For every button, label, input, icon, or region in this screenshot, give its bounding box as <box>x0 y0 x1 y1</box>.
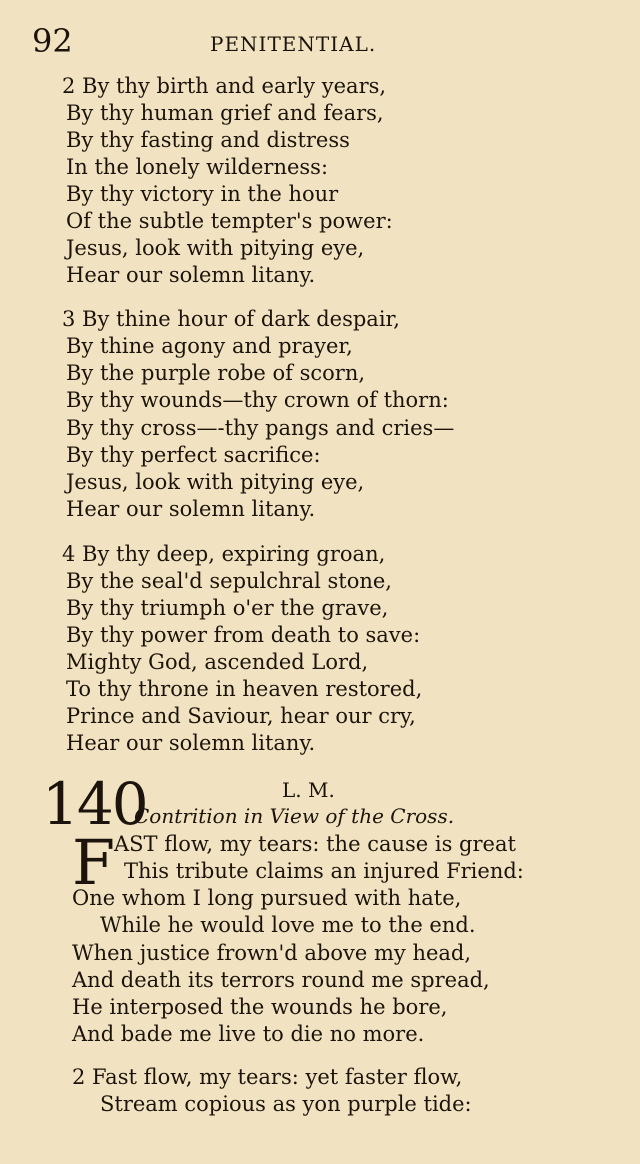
hymn-title: Contrition in View of the Cross. <box>134 804 455 828</box>
verse-line: AST flow, my tears: the cause is great <box>114 832 516 856</box>
verse-line: By thy perfect sacrifice: <box>66 443 321 467</box>
verse-line: By thy power from death to save: <box>66 623 421 647</box>
verse-line: Jesus, look with pitying eye, <box>66 236 365 260</box>
verse-line: Of the subtle tempter's power: <box>66 209 393 233</box>
verse-line: 2 By thy birth and early years, <box>62 74 387 98</box>
verse-line: Prince and Saviour, hear our cry, <box>66 704 416 728</box>
verse-line: By thy cross—-thy pangs and cries— <box>66 416 455 440</box>
verse-line: 2 Fast flow, my tears: yet faster flow, <box>72 1065 463 1089</box>
verse-line: By thy triumph o'er the grave, <box>66 596 389 620</box>
verse-line: By thy victory in the hour <box>66 182 339 206</box>
verse-line: One whom I long pursued with hate, <box>72 886 462 910</box>
verse-line: Hear our solemn litany. <box>66 497 316 521</box>
drop-cap: F <box>72 826 116 899</box>
verse-line: This tribute claims an injured Friend: <box>124 859 524 883</box>
verse-line: While he would love me to the end. <box>100 913 476 937</box>
verse-line: And death its terrors round me spread, <box>72 968 490 992</box>
hymn-number: 140 <box>42 770 147 838</box>
hymn-meter: L. M. <box>282 778 335 802</box>
verse-line: By thy human grief and fears, <box>66 101 384 125</box>
verse-line: 3 By thine hour of dark despair, <box>62 307 400 331</box>
verse-line: By thy wounds—thy crown of thorn: <box>66 388 449 412</box>
verse-line: By the purple robe of scorn, <box>66 361 366 385</box>
verse-line: In the lonely wilderness: <box>66 155 329 179</box>
verse-line: Hear our solemn litany. <box>66 263 316 287</box>
verse-line: By thine agony and prayer, <box>66 334 353 358</box>
verse-line: Stream copious as yon purple tide: <box>100 1092 472 1116</box>
running-head: PENITENTIAL. <box>210 32 377 56</box>
verse-line: To thy throne in heaven restored, <box>66 677 423 701</box>
verse-line: Jesus, look with pitying eye, <box>66 470 365 494</box>
verse-line: When justice frown'd above my head, <box>72 941 472 965</box>
verse-line: And bade me live to die no more. <box>72 1022 425 1046</box>
verse-line: He interposed the wounds he bore, <box>72 995 448 1019</box>
verse-line: Hear our solemn litany. <box>66 731 316 755</box>
verse-line: 4 By thy deep, expiring groan, <box>62 542 386 566</box>
verse-line: By the seal'd sepulchral stone, <box>66 569 392 593</box>
verse-line: Mighty God, ascended Lord, <box>66 650 369 674</box>
page-number: 92 <box>32 22 73 60</box>
verse-line: By thy fasting and distress <box>66 128 350 152</box>
